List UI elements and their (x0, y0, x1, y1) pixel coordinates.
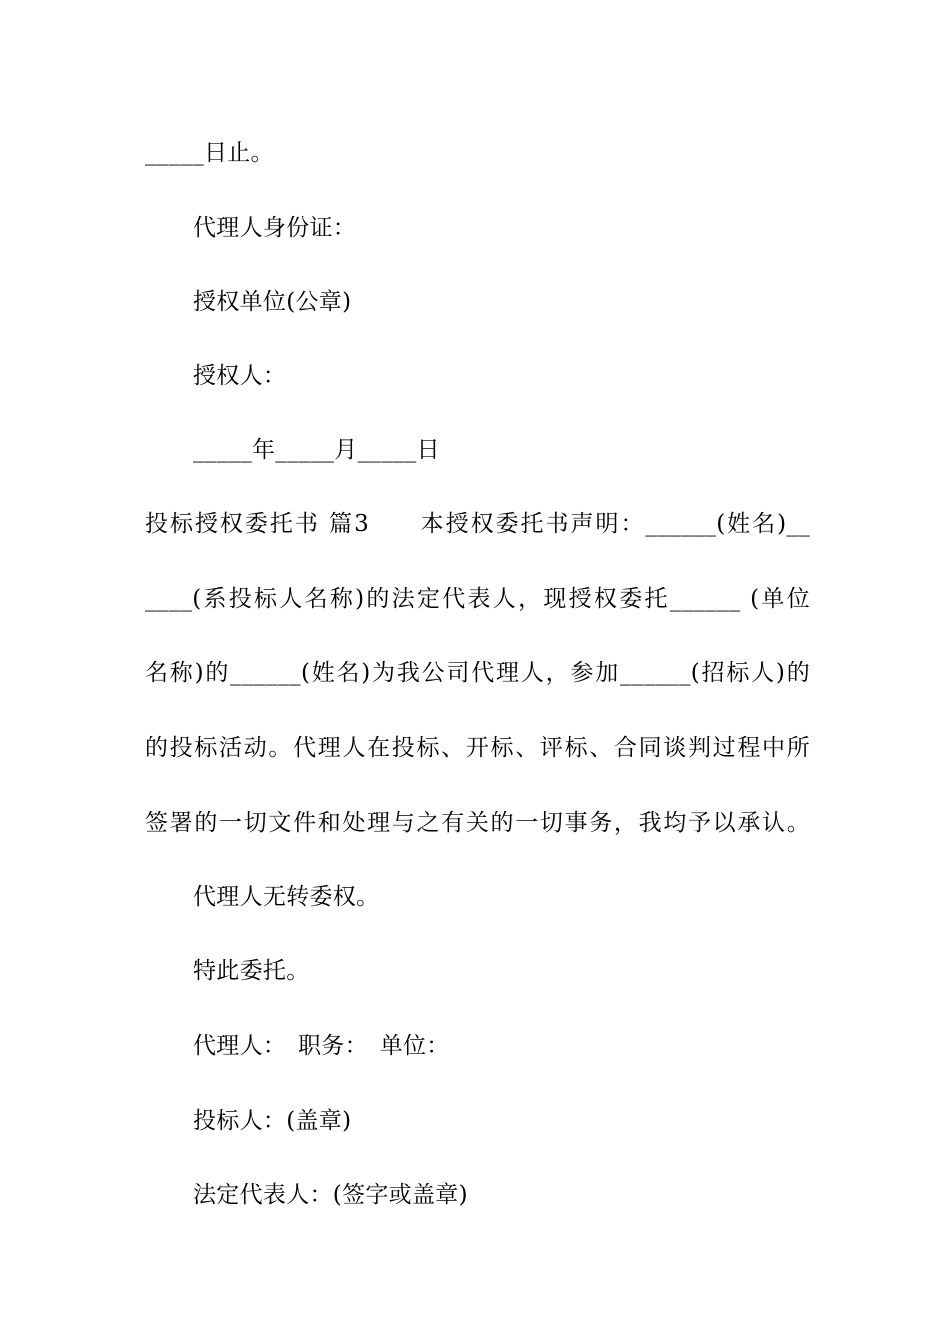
paragraph-line: 的投标活动。代理人在投标、开标、评标、合同谈判过程中所 (145, 735, 810, 761)
paragraph-line: 签署的一切文件和处理与之有关的一切事务，我均予以承认。 (145, 810, 810, 836)
legal-rep-signature-line: 法定代表人：(签字或盖章) (193, 1182, 468, 1208)
paragraph-line: 名称)的______(姓名)为我公司代理人，参加______(招标人)的 (145, 660, 810, 686)
authorizer-label: 授权人： (193, 363, 287, 389)
section-heading-line: 投标授权委托书 篇3 本授权委托书声明：______(姓名)__ (145, 511, 810, 537)
agent-position-unit-line: 代理人： 职务： 单位： (193, 1033, 450, 1059)
paragraph-line: ____(系投标人名称)的法定代表人，现授权委托______ (单位 (145, 586, 810, 612)
hereby-entrust-line: 特此委托。 (193, 958, 310, 984)
date-end-line: _____日止。 (145, 140, 274, 166)
date-line: _____年_____月_____日 (193, 437, 440, 463)
no-subdelegation-line: 代理人无转委权。 (193, 884, 380, 910)
bidder-seal-line: 投标人：(盖章) (193, 1108, 352, 1134)
agent-id-label: 代理人身份证： (193, 215, 357, 241)
authorizing-unit-label: 授权单位(公章) (193, 289, 352, 315)
